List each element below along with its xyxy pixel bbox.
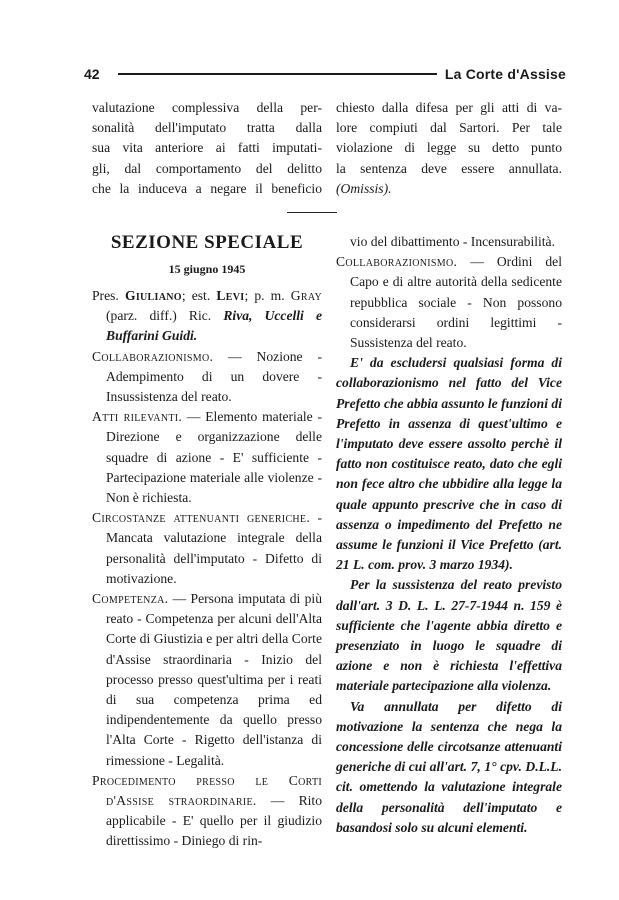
headnote-text: — Ordini del Capo e di altre autorità della sedicente repubblica sociale - Non possono considerarsi ordini legittimi - Sussistenza del reato. <box>350 254 562 351</box>
text-line: valutazione complessiva della per- <box>92 100 322 115</box>
text-line: sua vita anteriore ai fatti imputati- <box>92 140 322 156</box>
top-left-text <box>92 98 322 199</box>
estensore-name: Levi <box>216 288 245 303</box>
text-line: gli, dal comportamento del delitto <box>92 160 322 176</box>
maxim-paragraph: Per la sussistenza del reato previsto dall'art. 3 D. L. L. 27-7-1944 n. 159 è sufficiente che l'agente abbia diretto e presenziato in luogo le squadre di azione e non è richiesta l'effettiva materiale partecipazione alla violenza. <box>336 577 562 694</box>
headnote-heading: Collaborazionismo. <box>336 254 458 270</box>
headnote-entry <box>92 347 322 408</box>
headnote-entry <box>92 407 322 508</box>
headnote-entry <box>92 508 322 589</box>
headnote-heading: Procedimento presso le Corti d'Assise straordinarie. <box>92 772 322 809</box>
omissis: (Omissis). <box>336 180 392 196</box>
left-column <box>92 286 322 852</box>
appellants: Riva, Uccelli e Buffarini Guidi. <box>106 308 322 344</box>
headnote-text: - Mancata valutazione integrale della personalità dell'imputato - Difetto di motivazione. <box>106 510 322 586</box>
headnote-text: — Nozione - Adempimento di un dovere - Insussistenza del reato. <box>106 348 322 405</box>
headnote-continuation: vio del dibattimento - Incensurabilità. <box>350 234 555 249</box>
text-line: violazione di legge su detto punto <box>336 140 562 156</box>
decision-date: 15 giugno 1945 <box>168 262 246 276</box>
president-name: Giuliano <box>124 288 182 303</box>
right-column <box>336 232 562 838</box>
label: Pres. <box>92 288 119 303</box>
headnote-heading: Competenza. <box>92 591 169 607</box>
headnote-entry <box>92 589 322 771</box>
label: ; est. <box>181 288 211 303</box>
running-title: La Corte d'Assise <box>444 66 566 82</box>
section-divider <box>287 212 337 213</box>
header-rule <box>118 73 437 75</box>
text-line: lore compiuti dal Sartori. Per tale <box>336 120 562 136</box>
maxim-paragraph: Va annullata per difetto di motivazione la sentenza che nega la concessione delle circotsanze attenuanti generiche di cui all'art. 7, 1° cpv. D.L.L. cit. omettendo la valutazione integrale della personalità dell'imputato e basandosi solo su alcuni elementi. <box>336 698 562 835</box>
pm-name: Gray <box>290 288 322 303</box>
top-right-text <box>336 98 562 199</box>
headnote-text: — Rito applicabile - E' quello per il giudizio direttissimo - Diniego di rin- <box>106 793 322 849</box>
label: (parz. diff.) Ric. <box>106 308 212 324</box>
headnote-heading: Circostanze attenuanti generiche. <box>92 510 311 526</box>
headnote-heading: Collaborazionismo. <box>92 348 214 364</box>
court-composition <box>92 286 322 347</box>
label: ; p. m. <box>244 288 285 303</box>
headnote-text: — Persona imputata di più reato - Competenza per alcuni dell'Alta Corte di Giustizia e per altri della Corte d'Assise straordinaria - Inizio del processo presso quest'ultima per i reati di sua competenza prima ed indipendentemente da quello presso l'Alta Corte - Rigetto dell'istanza di rimessione - Legalità. <box>106 591 322 768</box>
headnote-heading: Atti rilevanti. <box>92 409 183 425</box>
text-line: la sentenza deve essere annullata. <box>336 160 562 176</box>
headnote-text: — Elemento materiale - Direzione e organizzazione delle squadre di azione - E' sufficiente - Partecipazione materiale alle violenze - Non è richiesta. <box>106 409 322 506</box>
headnote-entry <box>92 771 322 852</box>
text-line: che la induceva a negare il beneficio <box>92 180 322 196</box>
headnote-entry <box>336 252 562 353</box>
section-title: SEZIONE SPECIALE <box>110 232 304 253</box>
text-line: sonalità dell'imputato tratta dalla <box>92 120 322 136</box>
text-line: chiesto dalla difesa per gli atti di va- <box>336 100 562 115</box>
page-number: 42 <box>84 66 100 82</box>
maxim-paragraph: E' da escludersi qualsiasi forma di collaborazionismo nel fatto del Vice Prefetto che abbia assunto le funzioni di Prefetto in assenza di quest'ultimo e l'imputato deve essere assolto perchè il fatto non costituisce reato, dato che egli non fece altro che ubbidire alla legge la quale appunto prescrive che in caso di assenza o impedimento del Prefetto ne assume le funzioni il Vice Prefetto (art. 21 L. com. prov. 3 marzo 1934). <box>336 355 562 573</box>
page-header <box>84 62 566 86</box>
